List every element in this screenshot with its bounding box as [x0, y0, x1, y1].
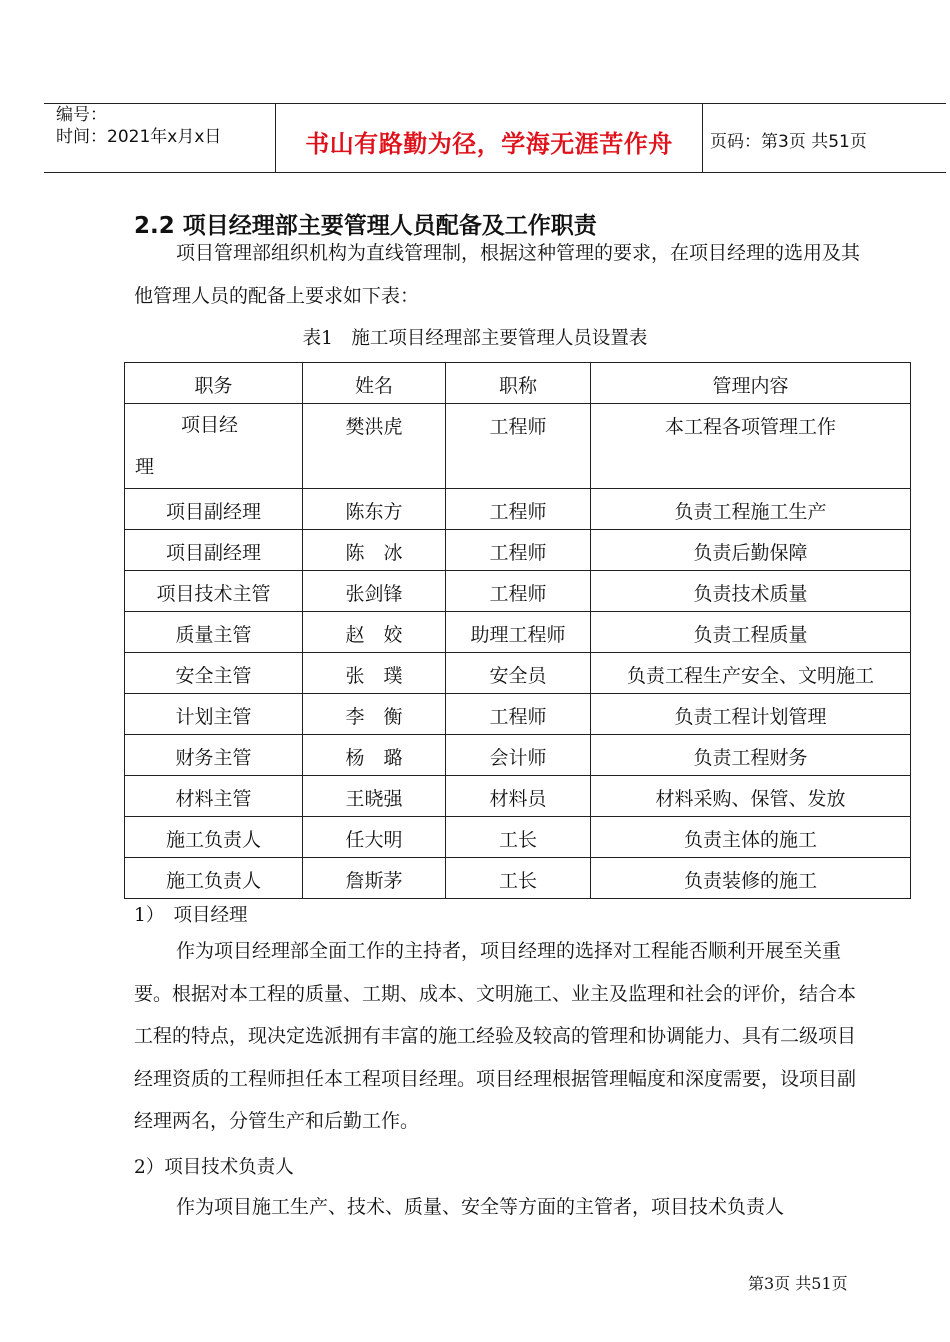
table-cell-name: 樊洪虎 — [303, 404, 446, 489]
table-cell-title: 工程师 — [446, 694, 591, 735]
subsection-heading: 1） 项目经理 — [134, 905, 248, 926]
table-cell-title: 工长 — [446, 817, 591, 858]
table-cell-title: 工程师 — [446, 571, 591, 612]
table-header-cell: 职称 — [446, 363, 591, 404]
table-cell-role: 计划主管 — [125, 694, 303, 735]
table-cell-duty: 材料采购、保管、发放 — [591, 776, 911, 817]
table-cell-name: 李 衡 — [303, 694, 446, 735]
table-cell-role: 安全主管 — [125, 653, 303, 694]
table-cell-role: 施工负责人 — [125, 817, 303, 858]
role-line-1: 项目经 — [181, 414, 239, 436]
table-cell-role: 材料主管 — [125, 776, 303, 817]
table-row — [125, 858, 911, 899]
table-cell-role — [125, 404, 303, 489]
table-row — [125, 735, 911, 776]
table-cell-title: 工长 — [446, 858, 591, 899]
table-cell-name: 张 璞 — [303, 653, 446, 694]
table-cell-role: 项目副经理 — [125, 489, 303, 530]
table-cell-name: 陈东方 — [303, 489, 446, 530]
table-row — [125, 571, 911, 612]
header-bottom-rule — [44, 172, 946, 173]
header-meta — [56, 104, 221, 148]
subsection-heading: 2）项目技术负责人 — [134, 1157, 294, 1178]
table-cell-duty: 负责工程质量 — [591, 612, 911, 653]
table-cell-title: 会计师 — [446, 735, 591, 776]
table-caption: 表1 施工项目经理部主要管理人员设置表 — [302, 328, 648, 349]
table-row — [125, 817, 911, 858]
table-cell-role: 质量主管 — [125, 612, 303, 653]
table-cell-name: 陈 冰 — [303, 530, 446, 571]
table-cell-name: 杨 璐 — [303, 735, 446, 776]
table-header-cell: 职务 — [125, 363, 303, 404]
section-title: 2.2 项目经理部主要管理人员配备及工作职责 — [134, 213, 597, 239]
table-cell-duty: 负责工程财务 — [591, 735, 911, 776]
table-cell-name: 赵 姣 — [303, 612, 446, 653]
table-cell-role: 财务主管 — [125, 735, 303, 776]
table-cell-name: 王晓强 — [303, 776, 446, 817]
table-cell-name: 张剑锋 — [303, 571, 446, 612]
table-row — [125, 653, 911, 694]
table-cell-title: 工程师 — [446, 530, 591, 571]
table-cell-duty: 负责后勤保障 — [591, 530, 911, 571]
staff-table — [124, 362, 911, 899]
table-row — [125, 489, 911, 530]
header-page-label: 页码：第3页 共51页 — [710, 132, 867, 152]
footer-page-number: 第3页 共51页 — [748, 1274, 848, 1293]
table-cell-title: 工程师 — [446, 489, 591, 530]
table-row — [125, 776, 911, 817]
table-header-cell: 姓名 — [303, 363, 446, 404]
section-intro: 项目管理部组织机构为直线管理制，根据这种管理的要求，在项目经理的选用及其他管理人员的配备上要求如下表： — [134, 242, 861, 307]
table-cell-role: 项目副经理 — [125, 530, 303, 571]
table-row — [125, 404, 911, 489]
table-cell-duty: 负责装修的施工 — [591, 858, 911, 899]
table-cell-duty: 负责工程生产安全、文明施工 — [591, 653, 911, 694]
document-number-label: 编号： — [56, 105, 107, 125]
subsection-body: 作为项目施工生产、技术、质量、安全等方面的主管者，项目技术负责人 — [176, 1196, 785, 1218]
table-cell-role: 项目技术主管 — [125, 571, 303, 612]
role-line-2: 理 — [135, 456, 155, 478]
table-cell-title: 工程师 — [446, 404, 591, 489]
table-row — [125, 612, 911, 653]
header-motto: 书山有路勤为径，学海无涯苦作舟 — [305, 129, 673, 158]
subsection-body: 作为项目经理部全面工作的主持者，项目经理的选择对工程能否顺利开展至关重要。根据对本工程的质量、工期、成本、文明施工、业主及监理和社会的评价，结合本工程的特点，现决定选派拥有丰富的施工经验及较高的管理和协调能力、具有二级项目经理资质的工程师担任本工程项目经理。项目经理根据管理幅度和深度需要，设项目副经理两名，分管生产和后勤工作。 — [134, 940, 857, 1132]
table-cell-duty: 负责工程计划管理 — [591, 694, 911, 735]
table-cell-title: 材料员 — [446, 776, 591, 817]
table-cell-duty: 负责主体的施工 — [591, 817, 911, 858]
table-cell-title: 助理工程师 — [446, 612, 591, 653]
table-cell-duty: 负责技术质量 — [591, 571, 911, 612]
table-row — [125, 530, 911, 571]
table-header-row — [125, 363, 911, 404]
header-divider-right — [702, 103, 703, 173]
table-cell-name: 任大明 — [303, 817, 446, 858]
table-header-cell: 管理内容 — [591, 363, 911, 404]
table-cell-duty: 本工程各项管理工作 — [591, 404, 911, 489]
table-row — [125, 694, 911, 735]
table-cell-name: 詹斯茅 — [303, 858, 446, 899]
table-cell-title: 安全员 — [446, 653, 591, 694]
table-cell-role: 施工负责人 — [125, 858, 303, 899]
document-time-label: 时间：2021年x月x日 — [56, 127, 222, 147]
table-cell-duty: 负责工程施工生产 — [591, 489, 911, 530]
